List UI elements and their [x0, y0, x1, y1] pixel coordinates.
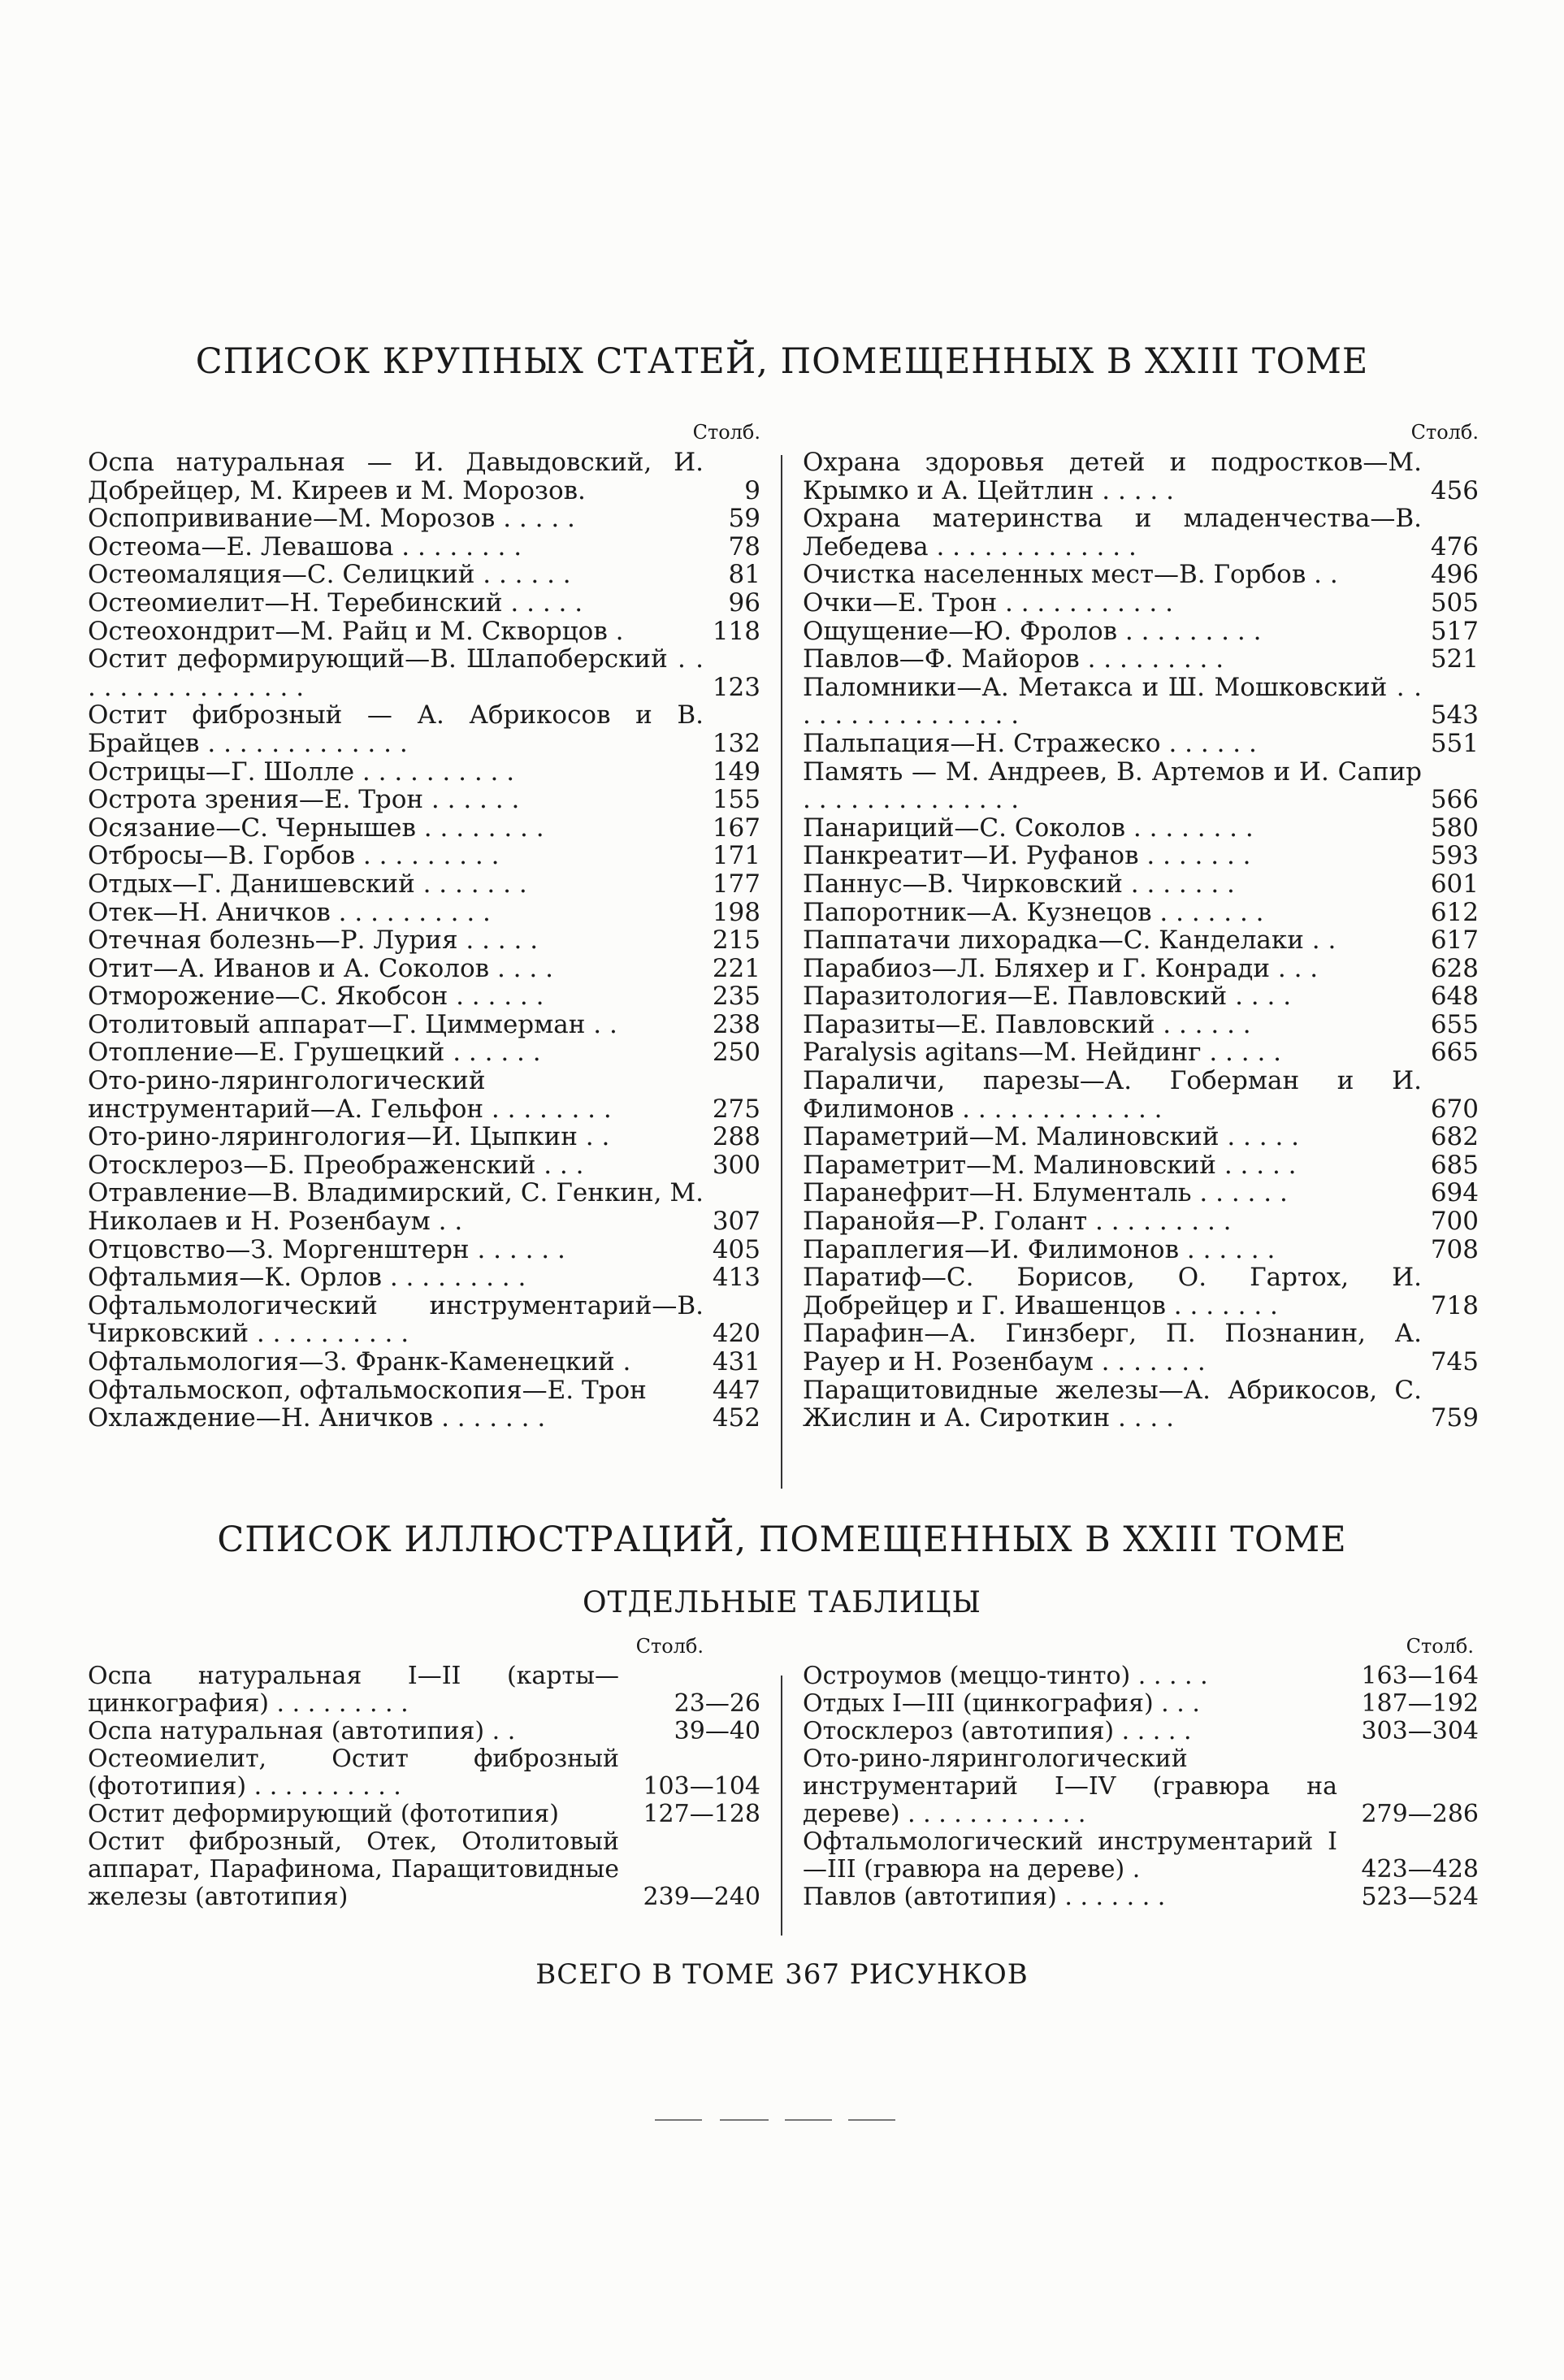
ornament-rule [848, 2119, 895, 2121]
entry-column-number: 405 [712, 1234, 760, 1264]
entry-title: Параметрий—М. Малиновский . . . . . [803, 1122, 1300, 1152]
entry-column-number: 275 [712, 1094, 760, 1124]
entry-column-number: 177 [712, 869, 760, 899]
articles-left-column [88, 421, 760, 1433]
illustrations-subtitle: ОТДЕЛЬНЫЕ ТАБЛИЦЫ [583, 1586, 981, 1619]
entry-column-number: 628 [1430, 953, 1479, 983]
entry-column-number: 250 [712, 1038, 760, 1068]
list-item [803, 1745, 1479, 1828]
list-item [803, 899, 1479, 927]
entry-title: Пальпация—Н. Стражеско . . . . . . [803, 728, 1257, 758]
entry-column-number: 456 [1430, 475, 1479, 505]
list-item [803, 561, 1479, 589]
list-item [88, 1663, 760, 1718]
entry-column-number: 78 [728, 531, 760, 561]
entry-column-number: 215 [712, 926, 760, 956]
list-item [803, 645, 1479, 674]
entry-title: Отит—А. Иванов и А. Соколов . . . . [88, 953, 553, 983]
entry-title: Остеомаляция—С. Селицкий . . . . . . [88, 560, 571, 590]
illustrations-title: СПИСОК ИЛЛЮСТРАЦИЙ, ПОМЕЩЕННЫХ В XXIII ТОМЕ [217, 1519, 1347, 1560]
entry-column-number: 123 [712, 672, 760, 702]
entry-column-number: 39—40 [674, 1717, 760, 1745]
list-item [88, 505, 760, 533]
list-item [88, 899, 760, 927]
list-item [88, 926, 760, 955]
list-item [88, 449, 760, 505]
entry-title: Панкреатит—И. Руфанов . . . . . . . [803, 841, 1251, 871]
list-item [88, 870, 760, 899]
entry-column-number: 431 [712, 1347, 760, 1376]
entry-title: Паппатачи лихорадка—С. Канделаки . . [803, 926, 1337, 956]
entry-column-number: 612 [1430, 897, 1479, 927]
entry-column-number: 476 [1430, 531, 1479, 561]
entry-column-number: 521 [1430, 644, 1479, 674]
list-item [803, 870, 1479, 899]
entry-title: Отморожение—С. Якобсон . . . . . . [88, 982, 544, 1012]
list-item [803, 926, 1479, 955]
entry-column-number: 745 [1430, 1347, 1479, 1376]
list-item [803, 1011, 1479, 1039]
entry-column-number: 303—304 [1361, 1717, 1479, 1745]
entry-title: Отопление—Е. Грушецкий . . . . . . [88, 1038, 541, 1068]
entry-column-number: 171 [712, 841, 760, 871]
entry-title: Паранефрит—Н. Блументаль . . . . . . [803, 1178, 1288, 1208]
column-header: Столб. [1406, 1635, 1474, 1658]
entry-column-number: 307 [712, 1207, 760, 1237]
entry-title: Остит деформирующий—В. Шлапоберский . . . . . . . . . . . . . . . . [88, 644, 704, 702]
list-item [803, 730, 1479, 758]
entry-column-number: 617 [1430, 926, 1479, 956]
column-header: Столб. [692, 421, 760, 444]
list-item [88, 701, 760, 757]
entry-title: Ощущение—Ю. Фролов . . . . . . . . . [803, 616, 1262, 646]
entry-title: Офтальмоскоп, офтальмоскопия—Е. Трон [88, 1375, 647, 1405]
entry-column-number: 543 [1430, 700, 1479, 730]
list-item [803, 1179, 1479, 1207]
entry-column-number: 759 [1430, 1403, 1479, 1433]
entry-title: Паннус—В. Чирковский . . . . . . . [803, 869, 1235, 899]
entry-column-number: 601 [1430, 869, 1479, 899]
entry-title: Парабиоз—Л. Бляхер и Г. Конради . . . [803, 953, 1319, 983]
entry-column-number: 288 [712, 1122, 760, 1152]
entry-title: Паращитовидные железы—А. Абрикосов, С. Жислин и А. Сироткин . . . . [803, 1375, 1422, 1433]
entry-title: Остеомиелит—Н. Теребинский . . . . . [88, 587, 583, 618]
entry-title: Остит фиброзный — А. Абрикосов и В. Брайцев . . . . . . . . . . . . . [88, 700, 704, 758]
entry-title: Ото-рино-лярингологический инструментарий I—IV (гравюра на дереве) . . . . . . . . . . . . [803, 1745, 1337, 1828]
list-item [88, 814, 760, 843]
entry-title: Отосклероз—Б. Преображенский . . . [88, 1150, 584, 1180]
list-item [88, 1718, 760, 1745]
list-item [88, 645, 760, 701]
entry-title: Paralysis agitans—М. Нейдинг . . . . . [803, 1038, 1281, 1068]
entry-title: Оспа натуральная I—II (карты—цинкография) . . . . . . . . . [88, 1662, 619, 1718]
list-item [803, 1123, 1479, 1151]
list-item [803, 758, 1479, 814]
entry-title: Отравление—В. Владимирский, С. Генкин, М. Николаев и Н. Розенбаум . . [88, 1178, 704, 1237]
entry-title: Ото-рино-лярингология—И. Цыпкин . . [88, 1122, 610, 1152]
list-item [803, 1884, 1479, 1911]
entry-title: Охлаждение—Н. Аничков . . . . . . . [88, 1403, 546, 1433]
entry-title: Оспа натуральная (автотипия) . . [88, 1717, 516, 1745]
list-item [88, 618, 760, 646]
entry-title: Охрана здоровья детей и подростков—М. Крымко и А. Цейтлин . . . . . [803, 448, 1422, 505]
entry-column-number: 648 [1430, 982, 1479, 1012]
list-item [803, 1067, 1479, 1123]
list-item [803, 1690, 1479, 1718]
entry-title: Очистка населенных мест—В. Горбов . . [803, 560, 1338, 590]
entry-title: Острицы—Г. Шолле . . . . . . . . . . [88, 756, 515, 787]
entry-title: Отечная болезнь—Р. Лурия . . . . . [88, 926, 539, 956]
entry-title: Очки—Е. Трон . . . . . . . . . . . [803, 587, 1173, 618]
entry-column-number: 198 [712, 897, 760, 927]
entry-column-number: 238 [712, 1009, 760, 1039]
entry-title: Остит деформирующий (фототипия) [88, 1800, 559, 1828]
list-item [88, 1011, 760, 1039]
entry-title: Параличи, парезы—А. Гоберман и И. Филимонов . . . . . . . . . . . . . [803, 1066, 1422, 1124]
entry-column-number: 155 [712, 785, 760, 815]
column-header: Столб. [635, 1635, 704, 1658]
entry-title: Офтальмологический инструментарий I—III (гравюра на дереве) . [803, 1827, 1337, 1884]
entry-column-number: 167 [712, 813, 760, 843]
entry-title: Паломники—А. Метакса и Ш. Мошковский . . . . . . . . . . . . . . . . [803, 672, 1422, 730]
entry-title: Парафин—А. Гинзберг, П. Познанин, А. Рауер и Н. Розенбаум . . . . . . . [803, 1319, 1422, 1376]
list-item [803, 1264, 1479, 1320]
entry-title: Остит фиброзный, Отек, Отолитовый аппарат, Парафинома, Паращитовидные железы (автотипия) [88, 1827, 619, 1911]
list-item [803, 1320, 1479, 1376]
list-item [803, 1718, 1479, 1745]
entry-column-number: 59 [728, 504, 760, 534]
list-item [88, 1801, 760, 1828]
list-item [803, 1236, 1479, 1264]
list-item [803, 955, 1479, 983]
entry-column-number: 279—286 [1361, 1800, 1479, 1828]
entry-column-number: 96 [728, 587, 760, 618]
entry-column-number: 694 [1430, 1178, 1479, 1208]
entry-column-number: 23—26 [674, 1689, 760, 1718]
entry-column-number: 132 [712, 728, 760, 758]
list-item [88, 982, 760, 1011]
list-item [803, 505, 1479, 561]
entry-column-number: 413 [712, 1263, 760, 1293]
entry-title: Отцовство—З. Моргенштерн . . . . . . [88, 1234, 565, 1264]
entry-column-number: 239—240 [643, 1883, 760, 1911]
entry-title: Офтальмология—З. Франк-Каменецкий . [88, 1347, 631, 1376]
list-item [88, 1264, 760, 1292]
list-item [88, 1123, 760, 1151]
list-item [88, 1828, 760, 1911]
entry-title: Оспа натуральная — И. Давыдовский, И. Добрейцер, М. Киреев и М. Морозов. [88, 448, 704, 505]
entry-title: Офтальмия—К. Орлов . . . . . . . . . [88, 1263, 526, 1293]
ornament-rule [655, 2119, 702, 2121]
entry-column-number: 505 [1430, 587, 1479, 618]
list-item [803, 1663, 1479, 1690]
entry-title: Остеохондрит—М. Райц и М. Скворцов . [88, 616, 624, 646]
ornament-rule [720, 2119, 769, 2121]
entry-title: Паразитология—Е. Павловский . . . . [803, 982, 1292, 1012]
entry-column-number: 670 [1430, 1094, 1479, 1124]
entry-column-number: 163—164 [1361, 1662, 1479, 1690]
list-item [803, 1038, 1479, 1067]
entry-title: Память — М. Андреев, В. Артемов и И. Сапир . . . . . . . . . . . . . . [803, 756, 1422, 815]
entry-column-number: 593 [1430, 841, 1479, 871]
entry-title: Отбросы—В. Горбов . . . . . . . . . [88, 841, 500, 871]
entry-title: Паразиты—Е. Павловский . . . . . . [803, 1009, 1251, 1039]
entry-title: Остроумов (меццо-тинто) . . . . . [803, 1662, 1208, 1690]
entry-title: Параметрит—М. Малиновский . . . . . [803, 1150, 1297, 1180]
entry-title: Остеомиелит, Остит фиброзный (фототипия) . . . . . . . . . . [88, 1745, 619, 1801]
entry-title: Оспопрививание—М. Морозов . . . . . [88, 504, 575, 534]
entry-title: Паранойя—Р. Голант . . . . . . . . . [803, 1207, 1232, 1237]
entry-column-number: 700 [1430, 1207, 1479, 1237]
entry-title: Охрана материнства и младенчества—В. Лебедева . . . . . . . . . . . . . [803, 504, 1422, 561]
entry-column-number: 551 [1430, 728, 1479, 758]
entry-column-number: 580 [1430, 813, 1479, 843]
articles-title: СПИСОК КРУПНЫХ СТАТЕЙ, ПОМЕЩЕННЫХ В XXIII ТОМЕ [195, 341, 1369, 382]
entry-column-number: 708 [1430, 1234, 1479, 1264]
entry-title: Панариций—С. Соколов . . . . . . . . [803, 813, 1254, 843]
list-item [88, 842, 760, 870]
entry-title: Павлов (автотипия) . . . . . . . [803, 1883, 1166, 1911]
entry-column-number: 685 [1430, 1150, 1479, 1180]
entry-column-number: 423—428 [1361, 1855, 1479, 1884]
entry-title: Отолитовый аппарат—Г. Циммерман . . [88, 1009, 617, 1039]
list-item [88, 1038, 760, 1067]
entry-title: Параплегия—И. Филимонов . . . . . . [803, 1234, 1276, 1264]
list-item [803, 814, 1479, 843]
list-item [803, 1376, 1479, 1433]
list-item [88, 589, 760, 618]
list-item [88, 1292, 760, 1348]
list-item [803, 1828, 1479, 1884]
entry-column-number: 103—104 [643, 1772, 760, 1801]
entry-column-number: 655 [1430, 1009, 1479, 1039]
list-item [803, 842, 1479, 870]
ornament-rule [785, 2119, 832, 2121]
entry-column-number: 235 [712, 982, 760, 1012]
column-header: Столб. [1410, 421, 1479, 444]
list-item [88, 758, 760, 787]
entry-column-number: 566 [1430, 785, 1479, 815]
entry-title: Отек—Н. Аничков . . . . . . . . . . [88, 897, 491, 927]
entry-column-number: 9 [744, 475, 760, 505]
entry-column-number: 447 [712, 1375, 760, 1405]
list-item [803, 589, 1479, 618]
list-item [88, 1179, 760, 1235]
list-item [88, 561, 760, 589]
entry-column-number: 665 [1430, 1038, 1479, 1068]
entry-title: Папоротник—А. Кузнецов . . . . . . . [803, 897, 1264, 927]
entry-column-number: 300 [712, 1150, 760, 1180]
entry-column-number: 718 [1430, 1290, 1479, 1320]
list-item [88, 1151, 760, 1180]
entry-column-number: 496 [1430, 560, 1479, 590]
list-item [88, 1404, 760, 1433]
column-divider [781, 1676, 782, 1936]
entry-column-number: 118 [712, 616, 760, 646]
entry-column-number: 517 [1430, 616, 1479, 646]
list-item [88, 1236, 760, 1264]
list-item [803, 1207, 1479, 1236]
list-item [803, 618, 1479, 646]
entry-column-number: 682 [1430, 1122, 1479, 1152]
illustrations-right-column [803, 1635, 1479, 1911]
list-item [88, 1067, 760, 1123]
entry-column-number: 149 [712, 756, 760, 787]
entry-column-number: 452 [712, 1403, 760, 1433]
list-item [88, 955, 760, 983]
list-item [88, 1745, 760, 1801]
entry-title: Отдых—Г. Данишевский . . . . . . . [88, 869, 527, 899]
total-figures: ВСЕГО В ТОМЕ 367 РИСУНКОВ [535, 1958, 1029, 1991]
entry-column-number: 221 [712, 953, 760, 983]
list-item [88, 1376, 760, 1405]
entry-title: Офтальмологический инструментарий—В. Чирковский . . . . . . . . . . [88, 1290, 704, 1349]
entry-column-number: 127—128 [643, 1800, 760, 1828]
articles-right-column [803, 421, 1479, 1433]
entry-title: Острота зрения—Е. Трон . . . . . . [88, 785, 520, 815]
column-divider [781, 455, 782, 1489]
list-item [803, 1151, 1479, 1180]
list-item [88, 1348, 760, 1376]
entry-title: Ото-рино-лярингологический инструментарий—А. Гельфон . . . . . . . . [88, 1066, 612, 1124]
list-item [88, 786, 760, 814]
entry-column-number: 523—524 [1361, 1883, 1479, 1911]
list-item [803, 449, 1479, 505]
list-item [88, 533, 760, 561]
entry-column-number: 81 [728, 560, 760, 590]
entry-title: Отдых I—III (цинкография) . . . [803, 1689, 1200, 1718]
entry-title: Остеома—Е. Левашова . . . . . . . . [88, 531, 522, 561]
entry-title: Павлов—Ф. Майоров . . . . . . . . . [803, 644, 1224, 674]
illustrations-left-column [88, 1635, 760, 1911]
entry-column-number: 187—192 [1361, 1689, 1479, 1718]
list-item [803, 674, 1479, 730]
entry-title: Осязание—С. Чернышев . . . . . . . . [88, 813, 544, 843]
list-item [803, 982, 1479, 1011]
entry-title: Паратиф—С. Борисов, О. Гартох, И. Добрейцер и Г. Ивашенцов . . . . . . . [803, 1263, 1422, 1320]
entry-title: Отосклероз (автотипия) . . . . . [803, 1717, 1192, 1745]
entry-column-number: 420 [712, 1319, 760, 1349]
